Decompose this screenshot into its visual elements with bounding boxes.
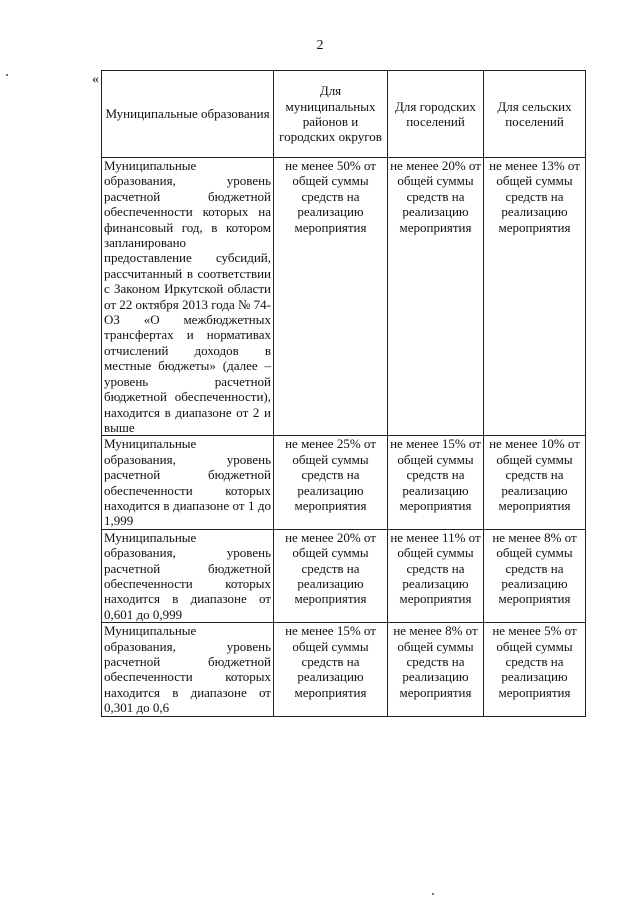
scan-speck <box>6 74 8 76</box>
rural-share: не менее 13% от общей суммы средств на реализацию мероприятия <box>484 158 586 436</box>
urban-share: не менее 11% от общей суммы средств на реализацию мероприятия <box>388 529 484 622</box>
row-description: Муниципальные образования, уровень расчетной бюджетной обеспеченности которых находится в диапазоне от 0,301 до 0,6 <box>102 623 274 716</box>
districts-share: не менее 15% от общей суммы средств на реализацию мероприятия <box>274 623 388 716</box>
table-row <box>102 623 586 716</box>
urban-share: не менее 15% от общей суммы средств на реализацию мероприятия <box>388 436 484 529</box>
page-number: 2 <box>316 38 324 53</box>
opening-quote: « <box>92 72 99 87</box>
row-description: Муниципальные образования, уровень расчетной бюджетной обеспеченности которых на финансовый год, в котором запланировано предоставление субсидий, рассчитанный в соответствии с Законом Иркутской области от 22 октября 2013 года № 74-ОЗ «О межбюджетных трансфертах и нормативах отчислений доходов в местные бюджеты» (далее – уровень расчетной бюджетной обеспеченности), находится в диапазоне от 2 и выше <box>102 158 274 436</box>
header-urban: Для городских поселений <box>388 71 484 158</box>
row-description: Муниципальные образования, уровень расчетной бюджетной обеспеченности которых находится в диапазоне от 1 до 1,999 <box>102 436 274 529</box>
districts-share: не менее 50% от общей суммы средств на реализацию мероприятия <box>274 158 388 436</box>
header-rural: Для сельских поселений <box>484 71 586 158</box>
table-row <box>102 529 586 622</box>
table-row <box>102 158 586 436</box>
rural-share: не менее 10% от общей суммы средств на реализацию мероприятия <box>484 436 586 529</box>
rural-share: не менее 8% от общей суммы средств на реализацию мероприятия <box>484 529 586 622</box>
rural-share: не менее 5% от общей суммы средств на реализацию мероприятия <box>484 623 586 716</box>
header-districts: Для муниципальных районов и городских округов <box>274 71 388 158</box>
table-row <box>102 436 586 529</box>
table-header-row <box>102 71 586 158</box>
urban-share: не менее 8% от общей суммы средств на реализацию мероприятия <box>388 623 484 716</box>
subsidy-share-table <box>101 70 586 717</box>
districts-share: не менее 20% от общей суммы средств на реализацию мероприятия <box>274 529 388 622</box>
scan-speck <box>432 893 434 895</box>
header-municipalities: Муниципальные образования <box>102 71 274 158</box>
row-description: Муниципальные образования, уровень расчетной бюджетной обеспеченности которых находится в диапазоне от 0,601 до 0,999 <box>102 529 274 622</box>
urban-share: не менее 20% от общей суммы средств на реализацию мероприятия <box>388 158 484 436</box>
districts-share: не менее 25% от общей суммы средств на реализацию мероприятия <box>274 436 388 529</box>
